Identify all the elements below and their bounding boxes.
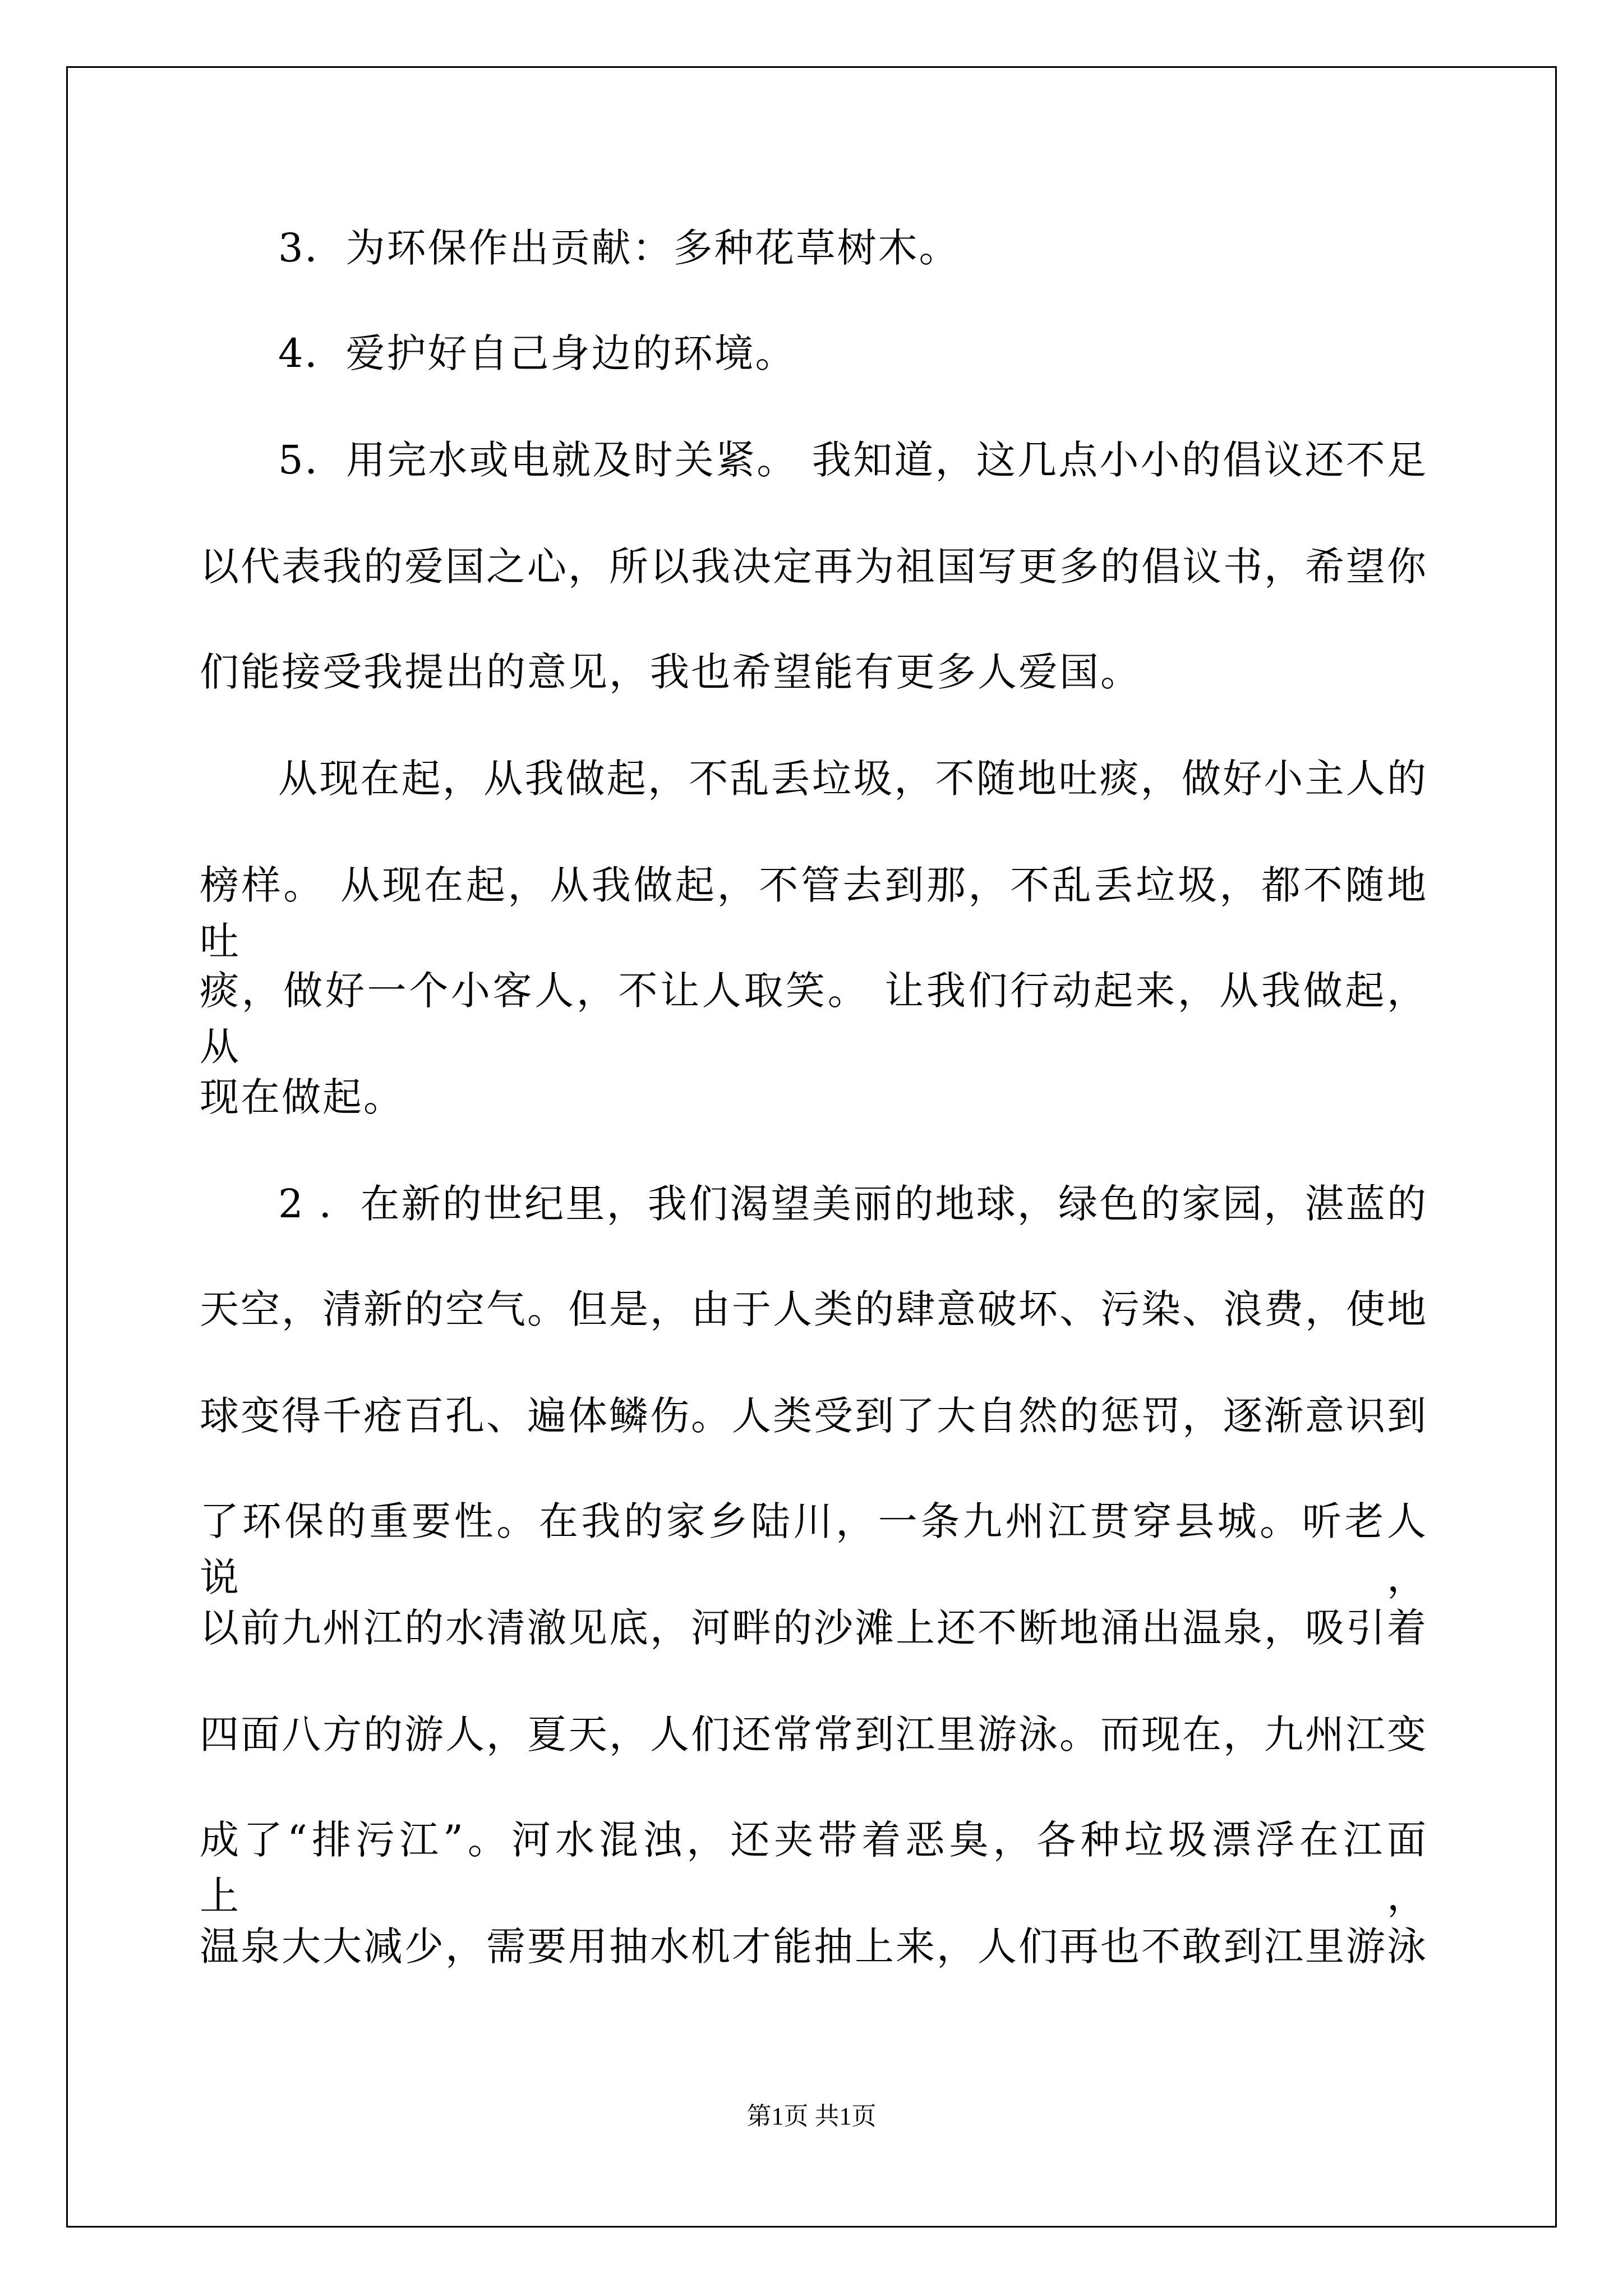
text-line: 痰，做好一个小客人，不让人取笑。 让我们行动起来，从我做起，从 <box>200 968 1428 1070</box>
text-line: 从现在起，从我做起，不乱丢垃圾，不随地吐痰，做好小主人的 <box>278 756 1428 802</box>
text-line: 们能接受我提出的意见，我也希望能有更多人爱国。 <box>200 649 1141 695</box>
text-line: 2 ．在新的世纪里，我们渴望美丽的地球，绿色的家园，湛蓝的 <box>278 1181 1428 1227</box>
text-line: 球变得千疮百孔、遍体鳞伤。人类受到了大自然的惩罚，逐渐意识到 <box>200 1393 1428 1439</box>
text-line: 榜样。 从现在起，从我做起，不管去到那，不乱丢垃圾，都不随地吐 <box>200 862 1428 964</box>
page-footer: 第1页 共1页 <box>746 2102 877 2130</box>
text-line: 天空，清新的空气。但是，由于人类的肆意破坏、污染、浪费，使地 <box>200 1286 1428 1332</box>
text-line: 4．爱护好自己身边的环境。 <box>278 330 796 376</box>
text-line: 以代表我的爱国之心，所以我决定再为祖国写更多的倡议书，希望你 <box>200 544 1428 590</box>
text-line: 四面八方的游人，夏天，人们还常常到江里游泳。而现在，九州江变 <box>200 1711 1428 1757</box>
text-line: 成了“排污江”。河水混浊，还夹带着恶臭，各种垃圾漂浮在江面上， <box>200 1817 1428 1919</box>
text-line: 以前九州江的水清澈见底，河畔的沙滩上还不断地涌出温泉，吸引着 <box>200 1605 1428 1651</box>
text-line: 温泉大大减少，需要用抽水机才能抽上来，人们再也不敢到江里游泳 <box>200 1924 1428 1970</box>
text-line: 了环保的重要性。在我的家乡陆川，一条九州江贯穿县城。听老人说， <box>200 1498 1428 1600</box>
text-line: 现在做起。 <box>200 1074 404 1120</box>
text-line: 3．为环保作出贡献：多种花草树木。 <box>278 225 960 271</box>
text-line: 5．用完水或电就及时关紧。 我知道，这几点小小的倡议还不足 <box>278 437 1428 483</box>
